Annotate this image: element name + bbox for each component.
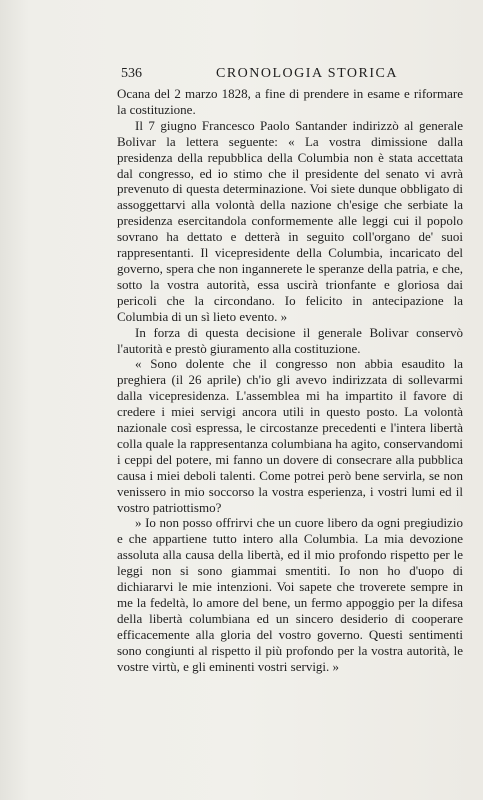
page-header — [121, 66, 461, 82]
paragraph-bolivar-oath: In forza di questa decisione il generale Bolivar conservò l'autorità e prestò giuramento alla costituzione. — [117, 324, 463, 356]
paragraph-continuation: Ocana del 2 marzo 1828, a fine di prendere in esame e riformare la costituzione. — [117, 86, 463, 117]
paragraph-santander-letter: Il 7 giugno Francesco Paolo Santander indirizzò al generale Bolivar la lettera seguente: « La vostra dimissione dalla presidenza della repubblica della Columbia non è stata accettata dal congresso, ed io stimo che il presidente del senato vi avrà prevenuto di questa determinazione. Voi siete dunque obbligato di assoggettarvi alla volontà della nazione ch'esige che serbiate la presidenza esercitandola conformemente alle leggi cui il popolo sovrano ha dettato e detterà in seguito coll'organo de' suoi rappresentanti. Il vicepresidente della Columbia, incaricato del governo, spera che non ingannerete le speranze della patria, e che, sotto la vostra autorità, essa uscirà trionfante e gloriosa dai pericoli che la circondano. Io felicito in antecipazione la Columbia di un sì lieto evento. » — [117, 117, 463, 324]
running-title: CRONOLOGIA STORICA — [216, 66, 398, 81]
paragraph-quote-first: « Sono dolente che il congresso non abbia esaudito la preghiera (il 26 aprile) ch'io gli avevo indirizzata di sollevarmi dalla vicepresidenza. L'assemblea mi ha impartito il favore di credere i miei servigi ancora utili in questo posto. La volontà nazionale così espressa, le circostanze precedenti e l'intera libertà colla quale la rappresentanza columbiana ha agito, conservandomi i ceppi del potere, mi fanno un dovere di consecrare alla pubblica causa i miei deboli talenti. Come potrei però bene servirla, se non venissero in mio soccorso la vostra esperienza, i vostri lumi ed il vostro patriottismo? — [117, 356, 463, 515]
page-number: 536 — [121, 66, 142, 81]
body-text — [117, 86, 463, 675]
paragraph-quote-second: » Io non posso offrirvi che un cuore libero da ogni pregiudizio e che appartiene tutto intero alla Columbia. La mia devozione assoluta alla causa della libertà, ed il mio profondo rispetto per le leggi non si sono giammai smentiti. Io non ho d'uopo di dichiararvi le mie intenzioni. Voi sapete che troverete sempre in me la fedeltà, lo amore del bene, un fermo appoggio per la difesa della libertà columbiana ed un sincero desiderio di cooperare efficacemente alla gloria del vostro governo. Questi sentimenti sono congiunti al rispetto il più profondo per la vostra autorità, le vostre virtù, e gli eminenti vostri servigi. » — [117, 515, 463, 674]
